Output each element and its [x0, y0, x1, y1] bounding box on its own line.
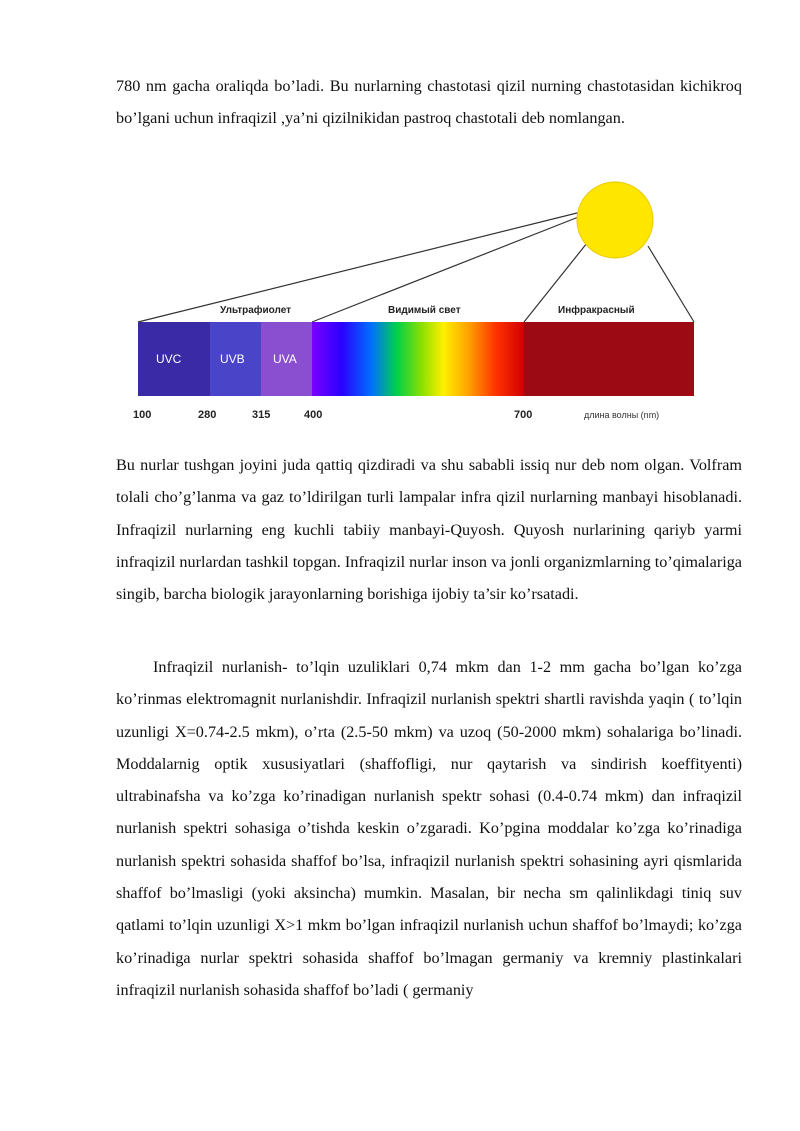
region-label-ir: Инфракрасный [558, 305, 635, 316]
infrared-band [524, 322, 694, 396]
tick-100: 100 [133, 409, 152, 421]
paragraph-3: Infraqizil nurlanish- to’lqin uzuliklari 0,74 mkm dan 1-2 mm gacha bo’lgan ko’zga ko’rinmas elektromagnit nurlanishdir. Infraqizil nurlanish spektri shartli ravishda yaqin ( to’lqin uzunligi X=0.74-2.5 mkm), o’rta (2.5-50 mkm) va uzoq (50-2000 mkm) sohalariga bo’linadi. Moddalarnig optik xususiyatlari (shaffofligi, nur qaytarish va sindirish koeffityenti) ultrabinafsha va ko’zga ko’rinadigan nurlanish spektr sohasi (0.4-0.74 mkm) dan infraqizil nurlanish spektri sohasiga o’tishda keskin o’zgaradi. Ko’pgina moddalar ko’zga ko’rinadiga nurlanish spektri sohasida shaffof bo’lsa, infraqizil nurlanish spektri sohasining ayri qismlarida shaffof bo’lmasligi (yoki aksincha) mumkin. Masalan, bir necha sm qalinlikdagi tiniq suv qatlami to’lqin uzunligi X>1 mkm bo’lgan infraqizil nurlanish uchun shaffof bo’lmaydi; ko’zga ko’rinadiga nurlar spektri sohasida shaffof bo’lmagan germaniy va kremniy plastinkalari infraqizil nurlanish sohasida shaffof bo’ladi ( germaniy [116, 658, 742, 999]
region-label-uv: Ультрафиолет [220, 305, 292, 316]
region-label-visible: Видимый свет [388, 305, 461, 316]
visible-band [312, 322, 524, 396]
axis-label: длина волны (nm) [584, 410, 660, 420]
ray-to-100 [138, 212, 581, 322]
uvc-label: UVC [156, 352, 182, 366]
uva-label: UVA [273, 352, 297, 366]
sun-icon [577, 182, 653, 258]
paragraph-1: 780 nm gacha oraliqda bo’ladi. Bu nurlarning chastotasi qizil nurning chastotasidan kichikroq bo’lgani uchun infraqizil ,ya’ni qizilnikidan pastroq chastotali deb nomlangan. [116, 77, 742, 128]
spectrum-figure [128, 180, 708, 430]
uvb-label: UVB [220, 352, 245, 366]
tick-280: 280 [198, 409, 217, 421]
tick-400: 400 [304, 409, 323, 421]
tick-700: 700 [514, 409, 533, 421]
ray-to-end [648, 246, 694, 322]
tick-315: 315 [252, 409, 271, 421]
paragraph-2: Bu nurlar tushgan joyini juda qattiq qizdiradi va shu sababli issiq nur deb nom olgan. Volfram tolali cho’g’lanma va gaz to’ldirilgan turli lampalar infra qizil nurlarning manbayi hisoblanadi. Infraqizil nurlarning eng kuchli tabiiy manbayi-Quyosh. Quyosh nurlarining qariyb yarmi infraqizil nurlardan tashkil topgan. Infraqizil nurlar inson va jonli organizmlarning to’qimalariga singib, barcha biologik jarayonlarning borishiga ijobiy ta’sir ko’rsatadi. [116, 456, 742, 604]
spectrum-diagram [128, 180, 708, 430]
